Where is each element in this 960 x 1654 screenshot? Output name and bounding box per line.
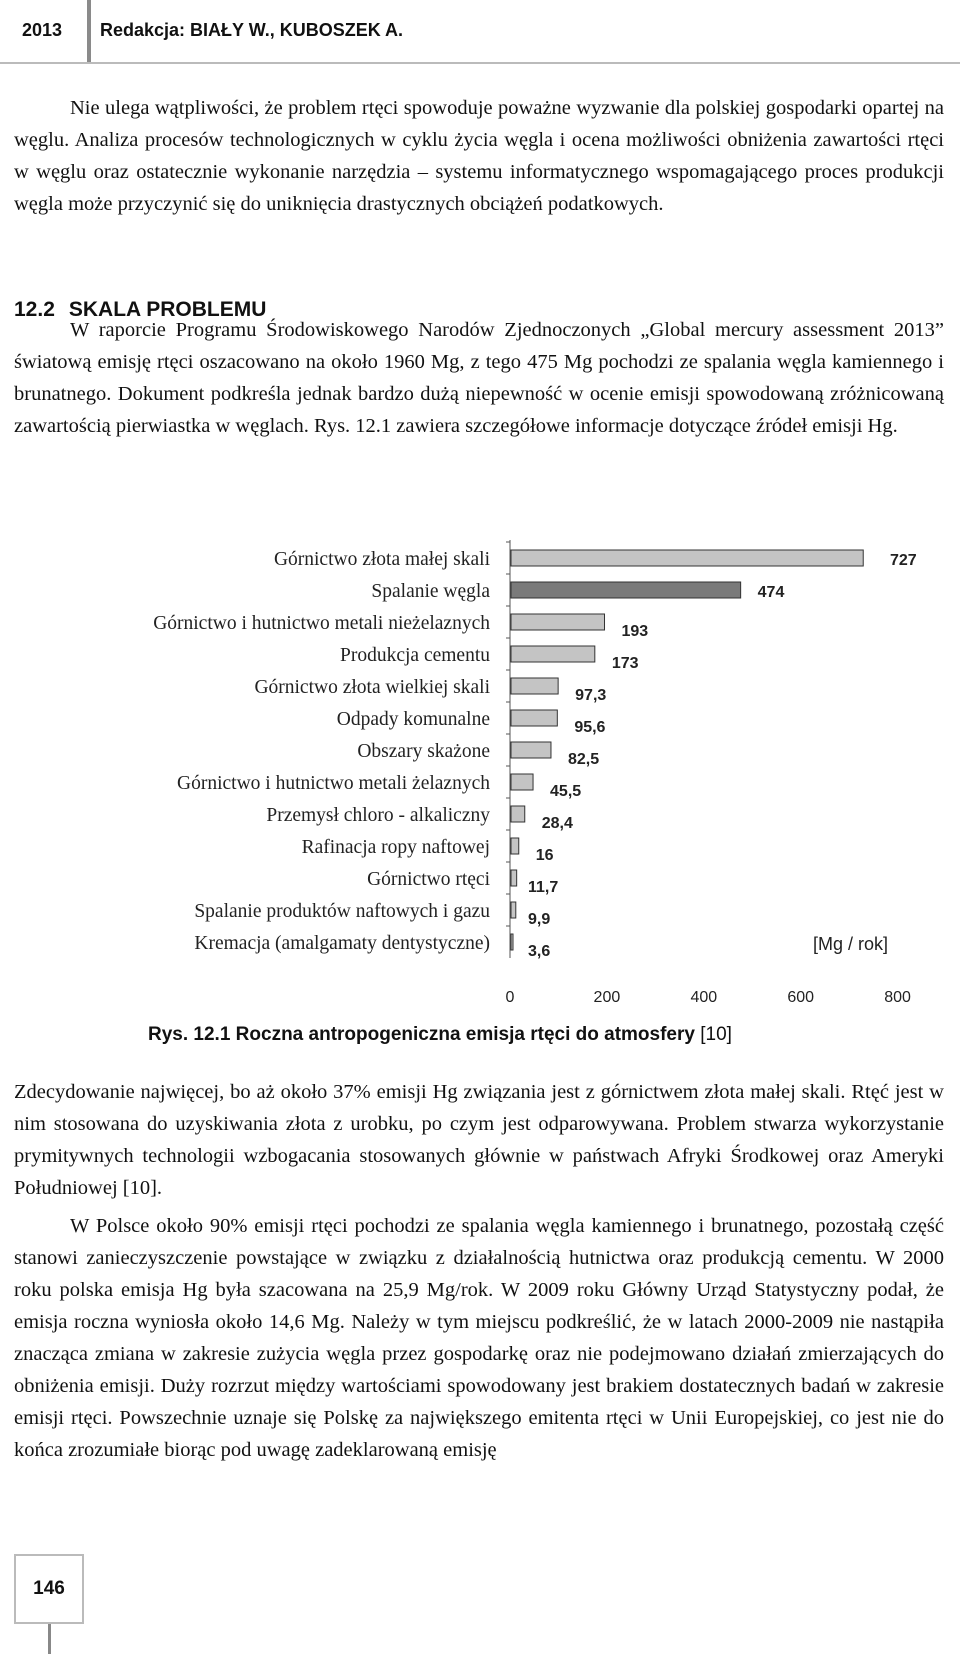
caption-label: Rys. 12.1 Roczna antropogeniczna emisja rtęci do atmosfery [148,1024,695,1045]
data-label: 11,7 [528,879,559,896]
x-tick-label: 400 [690,989,718,1006]
bar [511,646,595,662]
data-label: 45,5 [550,783,582,800]
bar [511,806,525,822]
caption-ref: [10] [700,1024,732,1045]
section-number: 12.2 [14,298,55,321]
x-tick-label: 200 [593,989,621,1006]
data-label: 3,6 [528,943,551,960]
data-label: 16 [535,847,554,864]
bar [511,678,558,694]
emission-bar-chart [0,540,960,1010]
category-label: Górnictwo i hutnictwo metali żelaznych [177,773,490,794]
data-label: 9,9 [528,911,551,928]
category-label: Kremacja (amalgamaty dentystyczne) [194,933,490,954]
category-label: Górnictwo rtęci [367,869,490,890]
category-label: Spalanie produktów naftowych i gazu [194,901,490,922]
data-label: 95,6 [574,719,606,736]
data-label: 727 [890,552,917,569]
data-label: 82,5 [567,751,600,768]
category-label: Górnictwo złota małej skali [273,549,490,570]
bar [511,742,551,758]
category-label: Produkcja cementu [340,645,490,666]
data-label: 173 [611,655,639,672]
unit-label: [Mg / rok] [812,934,888,954]
bar [511,550,863,566]
bar [511,902,516,918]
x-tick-label: 800 [884,989,911,1006]
bar [511,838,519,854]
header-rule [0,62,960,64]
category-label: Górnictwo złota wielkiej skali [254,677,490,698]
category-label: Przemysł chloro - alkaliczny [266,805,490,826]
category-label: Górnictwo i hutnictwo metali nieżelaznych [153,613,490,634]
paragraph-1: Nie ulega wątpliwości, że problem rtęci spowoduje poważne wyzwanie dla polskiej gospodarki opartej na węglu. Analiza procesów technologicznych w cyklu życia węgla i ocena możliwości obniżenia zawartości rtęci w węglu oraz ostatecznie wykonanie narzędzia – systemu informatycznego wspomagającego proces produkcji węgla może przyczynić się do uniknięcia drastycznych obciążeń podatkowych. [14,97,944,215]
header-year: 2013 [22,20,63,40]
x-tick-label: 600 [787,989,815,1006]
data-label: 474 [757,584,785,601]
x-tick-label: 0 [505,989,515,1006]
bar [511,710,557,726]
header-divider [87,0,91,64]
paragraph-4: W Polsce około 90% emisji rtęci pochodzi ze spalania węgla kamiennego i brunatnego, pozostałą część stanowi zanieczyszczenie powstające w związku z działalnością hutnictwa oraz produkcją cementu. W 2000 roku polska emisja Hg była szacowana na 25,9 Mg/rok. W 2009 roku Główny Urząd Statystyczny podał, że emisja roczna wyniosła około 14,6 Mg. Należy w tym miejscu podkreślić, że w latach 2000-2009 nie nastąpiła znacząca zmiana w zakresie zużycia węgla przez gospodarkę oraz nie podejmowano działań zmierzających do obniżenia emisji. Duży rozrzut między wartościami spowodowany jest brakiem dostatecznych badań w zakresie emisji rtęci. Powszechnie uznaje się Polskę za największego emitenta rtęci w Unii Europejskiej, co jest nie do końca zrozumiałe biorąc pod uwagę zadeklarowaną emisję [14,1215,944,1461]
bar-highlighted [511,582,741,598]
bar [511,870,517,886]
category-label: Rafinacja ropy naftowej [301,837,490,858]
section-title: SKALA PROBLEMU [68,298,267,321]
figure-caption [148,1024,732,1046]
page-header [0,0,960,64]
paragraph-3: Zdecydowanie najwięcej, bo aż około 37% emisji Hg związania jest z górnictwem złota małej skali. Rtęć jest w nim stosowana do uzyskiwania złota z urobku, po czym jest odparowywana. Problem stwarza wykorzystanie prymitywnych technologii wzbogacania stosowanych głównie w państwach Afryki Środkowej oraz Ameryki Południowej [10]. [14,1081,944,1199]
category-label: Spalanie węgla [371,581,490,602]
category-label: Odpady komunalne [336,709,490,730]
bar [511,614,605,630]
data-label: 193 [621,623,649,640]
category-label: Obszary skażone [357,741,490,762]
page-number: 146 [14,1554,84,1624]
bar [511,774,533,790]
bar [511,934,513,950]
header-editors: Redakcja: BIAŁY W., KUBOSZEK A. [100,20,404,40]
data-label: 97,3 [575,687,607,704]
paragraph-2: W raporcie Programu Środowiskowego Narodów Zjednoczonych „Global mercury assessment 2013” światową emisję rtęci oszacowano na około 1960 Mg, z tego 475 Mg pochodzi ze spalania węgla kamiennego i brunatnego. Dokument podkreśla jednak bardzo dużą niepewność w ocenie emisji spowodowaną zróżnicowaną zawartością pierwiastka w węglach. Rys. 12.1 zawiera szczegółowe informacje dotyczące źródeł emisji Hg. [14,319,944,437]
data-label: 28,4 [541,815,573,832]
